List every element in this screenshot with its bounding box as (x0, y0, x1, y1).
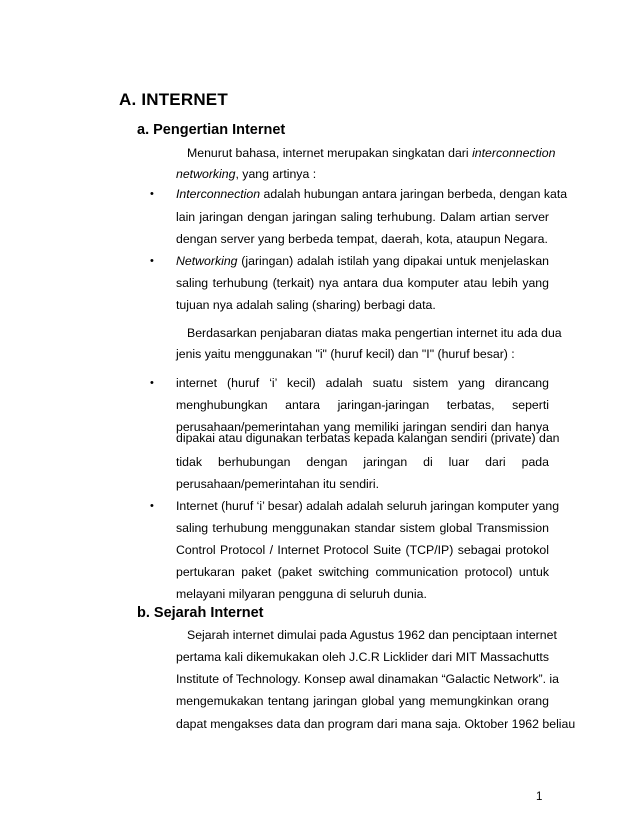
bullet-1-line-2: lain jaringan dengan jaringan saling terhubung. Dalam artian server (176, 210, 549, 224)
bullet-4-line-1: Internet (huruf ‘i’ besar) adalah adalah seluruh jaringan komputer yang (176, 499, 560, 513)
history-line-3: Institute of Technology. Konsep awal dinamakan “Galactic Network”. ia (176, 672, 559, 686)
bullet-icon: • (150, 500, 154, 512)
bullet-3-line-2: menghubungkan antara jaringan-jaringan terbatas, seperti (176, 398, 549, 412)
section-a-title: a. Pengertian Internet (137, 122, 286, 138)
bullet-3-line-6: perusahaan/pemerintahan itu sendiri. (176, 477, 380, 491)
bullet-icon: • (150, 255, 154, 267)
history-line-4: mengemukakan tentang jaringan global yang memungkinkan orang (176, 694, 549, 708)
bullet-1-line-1: Interconnection adalah hubungan antara jaringan berbeda, dengan kata (176, 187, 568, 201)
intro-line-1: Menurut bahasa, internet merupakan singkatan dari interconnection (187, 146, 556, 160)
bullet-4-line-3: Control Protocol / Internet Protocol Suite (TCP/IP) sebagai protokol (176, 543, 549, 557)
history-line-1: Sejarah internet dimulai pada Agustus 1962 dan penciptaan internet (187, 628, 557, 642)
bullet-2-line-2: saling terhubung (terkait) nya antara dua komputer atau lebih yang (176, 276, 549, 290)
paragraph-2-line-1: Berdasarkan penjabaran diatas maka pengertian internet itu ada dua (187, 326, 562, 340)
bullet-4-line-2: saling terhubung menggunakan standar sistem global Transmission (176, 521, 549, 535)
bullet-1-line-3: dengan server yang berbeda tempat, daerah, kota, ataupun Negara. (176, 232, 548, 246)
bullet-4-line-4: pertukaran paket (paket switching communication protocol) untuk (176, 565, 549, 579)
history-line-2: pertama kali dikemukakan oleh J.C.R Licklider dari MIT Massachutts (176, 650, 549, 664)
history-line-5: dapat mengakses data dan program dari mana saja. Oktober 1962 beliau (176, 717, 576, 731)
bullet-2-line-1: Networking (jaringan) adalah istilah yang dipakai untuk menjelaskan (176, 254, 549, 268)
paragraph-2-line-2: jenis yaitu menggunakan "i" (huruf kecil) dan "I" (huruf besar) : (176, 347, 515, 361)
page-number: 1 (536, 791, 543, 803)
bullet-3-line-3: perusahaan/pemerintahan yang memiliki jaringan sendiri dan hanya (176, 420, 549, 434)
bullet-3-line-5: tidak berhubungan dengan jaringan di luar dari pada (176, 455, 549, 469)
main-heading: A. INTERNET (119, 90, 228, 109)
bullet-3-line-4: dipakai atau digunakan terbatas kepada kalangan sendiri (private) dan (176, 431, 560, 445)
bullet-4-line-5: melayani milyaran pengguna di seluruh dunia. (176, 587, 427, 601)
bullet-icon: • (150, 188, 154, 200)
intro-line-2: networking, yang artinya : (176, 167, 317, 181)
bullet-2-line-3: tujuan nya adalah saling (sharing) berbagi data. (176, 298, 436, 312)
section-b-title: b. Sejarah Internet (137, 605, 264, 621)
bullet-3-line-1: internet (huruf ‘i’ kecil) adalah suatu sistem yang dirancang (176, 376, 549, 390)
bullet-icon: • (150, 377, 154, 389)
